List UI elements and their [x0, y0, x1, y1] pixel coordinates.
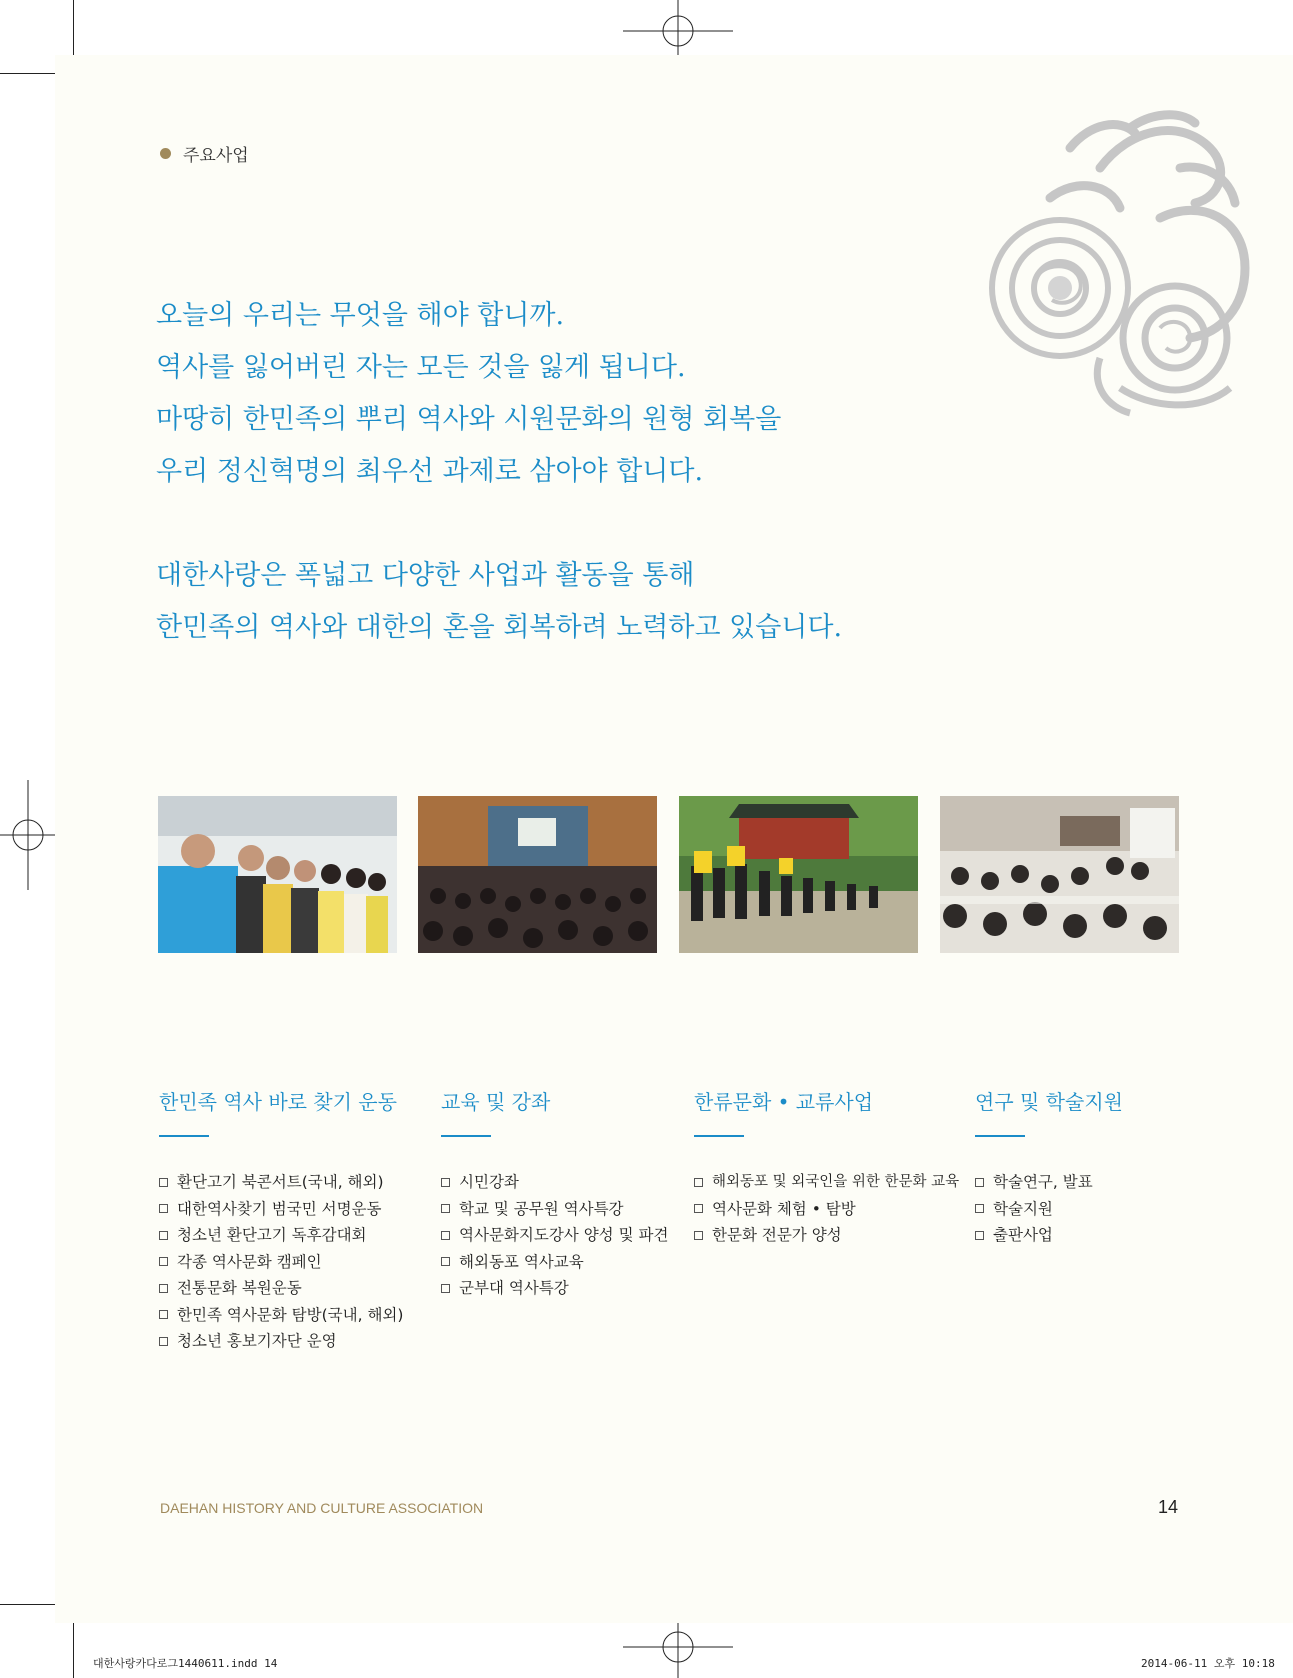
checkbox-square-icon [441, 1284, 450, 1293]
registration-mark-top [623, 0, 733, 60]
intro-line: 한민족의 역사와 대한의 혼을 회복하려 노력하고 있습니다. [156, 612, 843, 643]
list-item [694, 1169, 959, 1196]
column-rule [694, 1135, 744, 1137]
column-list [159, 1169, 403, 1355]
list-item-text: 해외동포 및 외국인을 위한 한문화 교육 [712, 1174, 960, 1190]
list-item-text: 출판사업 [993, 1226, 1053, 1244]
bullet-dot-icon [160, 148, 171, 159]
column-title: 연구 및 학술지원 [975, 1090, 1123, 1114]
cloud-ornament-icon [980, 108, 1260, 418]
list-item [441, 1249, 668, 1276]
list-item [441, 1196, 668, 1223]
column-hallyu [694, 1086, 959, 1249]
column-list [975, 1169, 1123, 1249]
list-item-text: 각종 역사문화 캠페인 [177, 1252, 322, 1271]
intro-line: 마땅히 한민족의 뿌리 역사와 시원문화의 원형 회복을 [156, 404, 782, 435]
registration-mark-left [0, 780, 60, 890]
list-item [975, 1222, 1123, 1249]
list-item-text: 시민강좌 [459, 1173, 519, 1191]
list-item [159, 1275, 403, 1302]
list-item-text: 역사문화 체험 • 탐방 [712, 1199, 856, 1218]
list-item [159, 1169, 403, 1196]
crop-mark [0, 1604, 55, 1605]
list-item [975, 1169, 1123, 1196]
crop-mark [0, 73, 55, 74]
list-item [441, 1169, 668, 1196]
list-item-text: 학교 및 공무원 역사특강 [459, 1199, 624, 1218]
list-item [441, 1222, 668, 1249]
intro-line: 대한사랑은 폭넓고 다양한 사업과 활동을 통해 [156, 560, 695, 591]
list-item-text: 한문화 전문가 양성 [712, 1226, 842, 1244]
list-item [159, 1249, 403, 1276]
column-research [975, 1086, 1123, 1249]
checkbox-square-icon [159, 1310, 168, 1319]
photo-campaign-group [158, 796, 397, 953]
intro-text [156, 290, 842, 654]
checkbox-square-icon [159, 1178, 168, 1187]
checkbox-square-icon [441, 1204, 450, 1213]
list-item-text: 해외동포 역사교육 [459, 1252, 584, 1271]
column-title: 교육 및 강좌 [441, 1090, 551, 1114]
list-item-text: 청소년 홍보기자단 운영 [177, 1332, 337, 1350]
list-item [694, 1222, 959, 1249]
list-item [159, 1196, 403, 1223]
slug-filename: 대한사랑카다로그1440611.indd 14 [93, 1657, 278, 1670]
list-item-text: 전통문화 복원운동 [177, 1279, 302, 1297]
intro-line: 역사를 잃어버린 자는 모든 것을 잃게 됩니다. [156, 352, 686, 383]
section-label-text: 주요사업 [183, 146, 249, 166]
checkbox-square-icon [441, 1231, 450, 1240]
column-rule [159, 1135, 209, 1137]
list-item [159, 1222, 403, 1249]
column-list [694, 1169, 959, 1249]
column-list [441, 1169, 668, 1302]
checkbox-square-icon [159, 1257, 168, 1266]
list-item [694, 1196, 959, 1223]
list-item [975, 1196, 1123, 1223]
checkbox-square-icon [159, 1337, 168, 1346]
checkbox-square-icon [159, 1231, 168, 1240]
crop-mark [73, 0, 74, 55]
list-item [441, 1275, 668, 1302]
list-item-text: 학술연구, 발표 [993, 1173, 1093, 1191]
photo-lecture-hall [418, 796, 657, 953]
page-number: 14 [1158, 1497, 1179, 1517]
registration-mark-bottom [623, 1618, 733, 1678]
list-item-text: 한민족 역사문화 탐방(국내, 해외) [177, 1305, 404, 1324]
crop-mark [73, 1623, 74, 1678]
checkbox-square-icon [694, 1231, 703, 1240]
checkbox-square-icon [975, 1178, 984, 1187]
list-item-text: 환단고기 북콘서트(국내, 해외) [177, 1173, 384, 1191]
intro-line: 우리 정신혁명의 최우선 과제로 삼아야 합니다. [156, 456, 704, 487]
checkbox-square-icon [694, 1178, 703, 1187]
section-label [160, 141, 249, 166]
column-history [159, 1086, 403, 1355]
checkbox-square-icon [441, 1178, 450, 1187]
column-title: 한민족 역사 바로 찾기 운동 [159, 1090, 397, 1114]
checkbox-square-icon [694, 1204, 703, 1213]
photo-outdoor-tour [679, 796, 918, 953]
column-rule [975, 1135, 1025, 1137]
list-item [159, 1302, 403, 1329]
checkbox-square-icon [441, 1257, 450, 1266]
slug-datetime: 2014-06-11 오후 10:18 [1141, 1657, 1275, 1670]
list-item-text: 학술지원 [993, 1199, 1053, 1218]
photo-strip [158, 796, 1179, 953]
list-item [159, 1328, 403, 1355]
list-item-text: 군부대 역사특강 [459, 1279, 569, 1297]
checkbox-square-icon [159, 1284, 168, 1293]
list-item-text: 역사문화지도강사 양성 및 파견 [459, 1226, 669, 1244]
column-education [441, 1086, 668, 1302]
list-item-text: 청소년 환단고기 독후감대회 [177, 1226, 367, 1244]
checkbox-square-icon [975, 1231, 984, 1240]
column-title: 한류문화 • 교류사업 [694, 1090, 874, 1114]
footer-association: DAEHAN HISTORY AND CULTURE ASSOCIATION [160, 1500, 484, 1516]
intro-line: 오늘의 우리는 무엇을 해야 합니까. [156, 300, 565, 331]
checkbox-square-icon [975, 1204, 984, 1213]
checkbox-square-icon [159, 1204, 168, 1213]
photo-seminar [940, 796, 1179, 953]
list-item-text: 대한역사찾기 범국민 서명운동 [177, 1199, 382, 1218]
column-rule [441, 1135, 491, 1137]
